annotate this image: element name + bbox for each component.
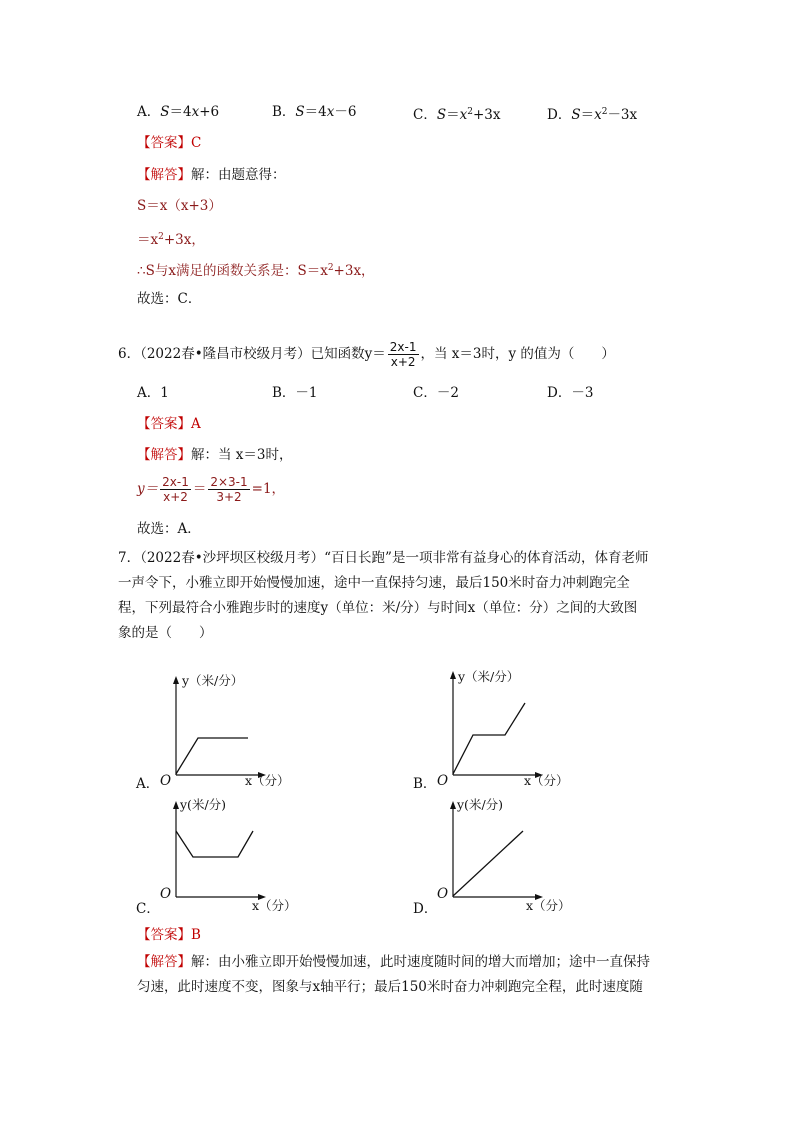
graph-c-curve	[176, 831, 253, 857]
q7-stem: 7．（2022春•沙坪坝区校级月考）“百日长跑”是一项非常有益身心的体育活动，体育老师 一声令下，小雅立即开始慢慢加速，途中一直保持匀速，最后150米时奋力冲刺跑完全 程，下列最符合小雅跑步时的速度y（单位：米/分）与时间x（单位：分）之间的大致图 象的是（ ）	[118, 550, 649, 641]
q6-final: 故选：A．	[137, 521, 201, 537]
graph-a-origin: O	[160, 773, 172, 789]
y-arrow	[450, 801, 456, 809]
y-arrow	[173, 676, 179, 684]
q6-option-d: D．－3	[547, 385, 594, 401]
graph-a-curve	[176, 738, 248, 774]
graph-b-ylabel: y（米/分）	[458, 669, 520, 684]
q6-stem-fraction: $\frac{2x-1}{x+2}$	[389, 340, 417, 369]
q7-answer: 【答案】B	[137, 927, 201, 943]
q5-step1: S＝x（x+3）	[137, 198, 222, 214]
y-arrow	[450, 671, 456, 679]
q5-step2: $=x^2+3x$，	[137, 232, 205, 248]
q5-option-a: A．S＝4x+6	[137, 104, 220, 120]
graph-a-label: A．	[136, 776, 160, 792]
q5-final: 故选：C．	[137, 291, 202, 307]
graph-c-ylabel: y(米/分)	[180, 797, 227, 812]
q6-stem: 6．（2022春•隆昌市校级月考）已知函数y＝ $\frac{2x-1}{x+2}$ ，当 x＝3时，y 的值为（ ）	[118, 340, 615, 369]
graph-b-xlabel: x（分）	[524, 773, 569, 788]
q6-solution-intro: 【解答】解：当 x＝3时，	[137, 447, 293, 463]
q5-solution-intro: 【解答】解：由题意得：	[137, 167, 286, 183]
q7-solution: 【解答】解：由小雅立即开始慢慢加速，此时速度随时间的增大而增加；途中一直保持 匀速，此时速度不变，图象与x轴平行；最后150米时奋力冲刺跑完全程，此时速度随	[137, 954, 650, 995]
graph-d-label: D．	[413, 901, 438, 917]
q6-option-c: C．－2	[413, 385, 459, 401]
graph-d-origin: O	[437, 886, 449, 902]
graph-c-label: C．	[136, 901, 160, 917]
q5-option-d: D．$S=x^2-3x$	[547, 107, 638, 123]
graph-b-origin: O	[437, 773, 449, 789]
graph-b-label: B．	[413, 776, 437, 792]
graph-c-origin: O	[160, 886, 172, 902]
q5-step3: ∴S与x满足的函数关系是：$S=x^2+3x$，	[137, 263, 375, 279]
q5-option-b: B．S＝4x－6	[272, 104, 357, 120]
graph-b-curve	[453, 703, 525, 774]
graph-d-xlabel: x（分）	[526, 898, 571, 913]
q6-answer: 【答案】A	[137, 416, 201, 432]
q5-answer: 【答案】C	[137, 135, 202, 151]
q6-calculation: y＝ $\frac{2x-1}{x+2}$ ＝ $\frac{2\times 3-1}{3+2}$ =1，	[137, 475, 286, 504]
graph-d-curve	[453, 831, 523, 896]
y-arrow	[173, 801, 179, 809]
q6-option-b: B．－1	[272, 385, 318, 401]
graph-a-xlabel: x（分）	[245, 773, 290, 788]
graph-a-ylabel: y（米/分）	[182, 673, 244, 688]
graph-d-ylabel: y(米/分)	[457, 797, 504, 812]
q6-option-a: A．1	[137, 385, 169, 401]
q5-option-c: C．$S=x^2+3x$	[413, 107, 501, 123]
graph-c-xlabel: x（分）	[252, 898, 297, 913]
